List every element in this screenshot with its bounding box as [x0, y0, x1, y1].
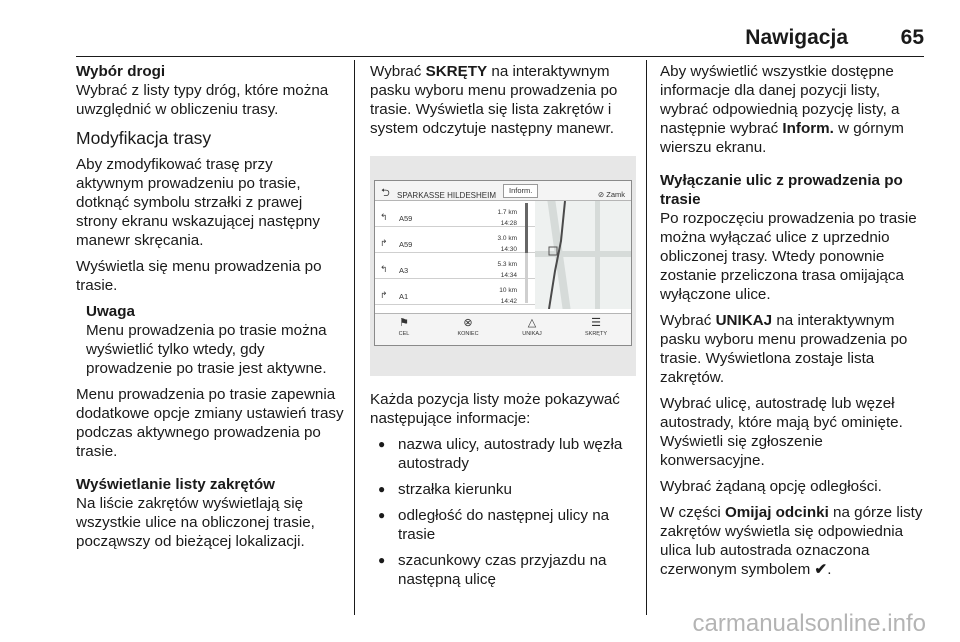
text: .: [827, 561, 832, 578]
keyword-inform: Inform.: [782, 120, 834, 137]
menu-label: UNIKAJ: [522, 331, 542, 337]
arrival-time: 14:34: [500, 272, 517, 279]
note-box: [76, 302, 344, 378]
column-divider: [354, 60, 355, 615]
list-item: ● szacunkowy czas przyjazdu na następną ulicę: [370, 551, 636, 589]
menu-label: SKRĘTY: [584, 331, 607, 337]
distance: 5.3 km: [497, 261, 517, 268]
text: na górze listy zakrętów wyświetla się odpowiednia ulica lub autostrada oznaczona czerwonym symbolem: [660, 504, 923, 578]
turn-arrow-icon: ↰: [380, 264, 388, 274]
info-bullet-list: [370, 435, 636, 589]
list-scrollbar[interactable]: [525, 203, 528, 303]
nav-screen-figure: [370, 156, 636, 376]
turn-arrow-icon: ↰: [380, 212, 388, 222]
turns-button[interactable]: [571, 316, 621, 338]
heading-turn-list: Wyświetlanie listy zakrętów: [76, 476, 275, 493]
keyword-avoid-sections: Omijaj odcinki: [724, 504, 829, 521]
paragraph: Na liście zakrętów wyświetlają się wszystkie ulice na obliczonej trasie, począwszy od bieżącej lokalizacji.: [76, 495, 315, 550]
inform-button[interactable]: Inform.: [503, 184, 538, 198]
distance: 10 km: [499, 287, 517, 294]
text: w górnym wierszu ekranu.: [660, 120, 904, 156]
turn-arrow-icon: ↱: [380, 290, 388, 300]
list-item[interactable]: [375, 253, 535, 279]
road-name: A59: [399, 214, 413, 223]
text: Wybrać: [660, 312, 716, 329]
paragraph: [660, 503, 930, 579]
back-arrow-icon[interactable]: ⮌: [381, 187, 390, 199]
turn-list-icon: ☰: [591, 317, 601, 329]
scroll-thumb[interactable]: [525, 203, 528, 253]
end-guidance-button[interactable]: [443, 316, 493, 338]
close-icon: ⊘: [597, 190, 607, 199]
text: W części: [660, 504, 725, 521]
stop-icon: ⊗: [463, 317, 473, 329]
arrival-time: 14:42: [500, 298, 517, 305]
column-divider: [646, 60, 647, 615]
avoid-button[interactable]: [507, 316, 557, 338]
paragraph: Wybrać ulicę, autostradę lub węzeł autostrady, które mają być ominięte. Wyświetli się zgłoszenie konwersacyjne.: [660, 395, 903, 469]
list-item[interactable]: [375, 201, 535, 227]
page-header: [0, 0, 960, 58]
close-label: Zamk: [606, 190, 625, 199]
nav-screen: [374, 180, 632, 346]
road-name: A1: [399, 292, 409, 301]
paragraph: Aby zmodyfikować trasę przy aktywnym prowadzeniu po trasie, dotknąć symbolu strzałki z prawej strony ekranu wskazującej następny manewr skręcania.: [76, 156, 320, 249]
arrival-time: 14:30: [500, 246, 517, 253]
list-item: ● odległość do następnej ulicy na trasie: [370, 506, 636, 544]
text: na interaktywnym pasku wyboru menu prowadzenia po trasie. Wyświetlona zostaje lista zakrętów.: [660, 312, 908, 386]
menu-label: KONIEC: [457, 331, 479, 337]
paragraph: Wyświetla się menu prowadzenia po trasie.: [76, 258, 322, 294]
destination-name: SPARKASSE HILDESHEIM: [397, 191, 496, 200]
heading-route-choice: Wybór drogi: [76, 63, 166, 80]
header-rule: [76, 56, 924, 57]
turn-arrow-icon: ↱: [380, 238, 388, 248]
text: Wybrać: [370, 63, 426, 80]
paragraph: [660, 62, 930, 157]
column-1: [76, 62, 344, 558]
note-title: Uwaga: [86, 303, 135, 320]
flag-icon: ⚑: [399, 317, 409, 329]
column-2: [370, 62, 636, 596]
note-text: Menu prowadzenia po trasie można wyświetlić tylko wtedy, gdy prowadzenie po trasie jest aktywne.: [86, 322, 327, 377]
arrival-time: 14:28: [500, 220, 517, 227]
section-title: Modyfikacja trasy: [76, 128, 212, 148]
screen-topbar: [375, 181, 631, 201]
page-number: 65: [900, 26, 924, 49]
list-item: ● strzałka kierunku: [370, 480, 636, 499]
distance: 3.0 km: [497, 235, 517, 242]
paragraph: [370, 62, 636, 138]
list-item[interactable]: [375, 279, 535, 305]
list-item: ● nazwa ulicy, autostrady lub węzła autostrady: [370, 435, 636, 473]
route-line: [535, 201, 631, 309]
checkmark-icon: ✔: [814, 561, 828, 578]
keyword-turns: SKRĘTY: [425, 63, 488, 80]
paragraph: Wybrać żądaną opcję odległości.: [660, 478, 882, 495]
map-preview[interactable]: [535, 201, 631, 309]
paragraph: Wybrać z listy typy dróg, które można uwzględnić w obliczeniu trasy.: [76, 82, 329, 118]
distance: 1.7 km: [497, 209, 517, 216]
paragraph: Menu prowadzenia po trasie zapewnia dodatkowe opcje zmiany ustawień trasy podczas aktywnego prowadzenia po trasie.: [76, 386, 344, 460]
avoid-icon: △: [527, 317, 537, 329]
paragraph: Po rozpoczęciu prowadzenia po trasie można wyłączać ulice z uprzednio obliczonej trasy. Wtedy ponownie zostanie przeliczona trasa omijająca wyłączone ulice.: [660, 210, 917, 303]
paragraph: Każda pozycja listy może pokazywać następujące informacje:: [370, 391, 620, 427]
paragraph: [660, 311, 930, 387]
heading-exclude-streets: Wyłączanie ulic z prowadzenia po trasie: [660, 172, 903, 208]
page-title: Nawigacja: [745, 26, 848, 49]
list-item[interactable]: [375, 227, 535, 253]
text: na interaktywnym pasku wyboru menu prowadzenia po trasie. Wyświetla się lista zakrętów i system odczytuje następny manewr.: [370, 63, 618, 137]
column-3: [660, 62, 930, 586]
route-menu-bar: [375, 313, 631, 345]
menu-label: CEL: [398, 331, 410, 337]
road-name: A59: [399, 240, 413, 249]
road-name: A3: [399, 266, 409, 275]
watermark: carmanualsonline.info: [692, 610, 926, 637]
turn-list: [375, 201, 535, 305]
destination-button[interactable]: [379, 316, 429, 338]
keyword-avoid: UNIKAJ: [715, 312, 773, 329]
text: Aby wyświetlić wszystkie dostępne informacje dla danej pozycji listy, wybrać odpowiednią pozycję listy, a następnie wybrać: [660, 63, 900, 137]
